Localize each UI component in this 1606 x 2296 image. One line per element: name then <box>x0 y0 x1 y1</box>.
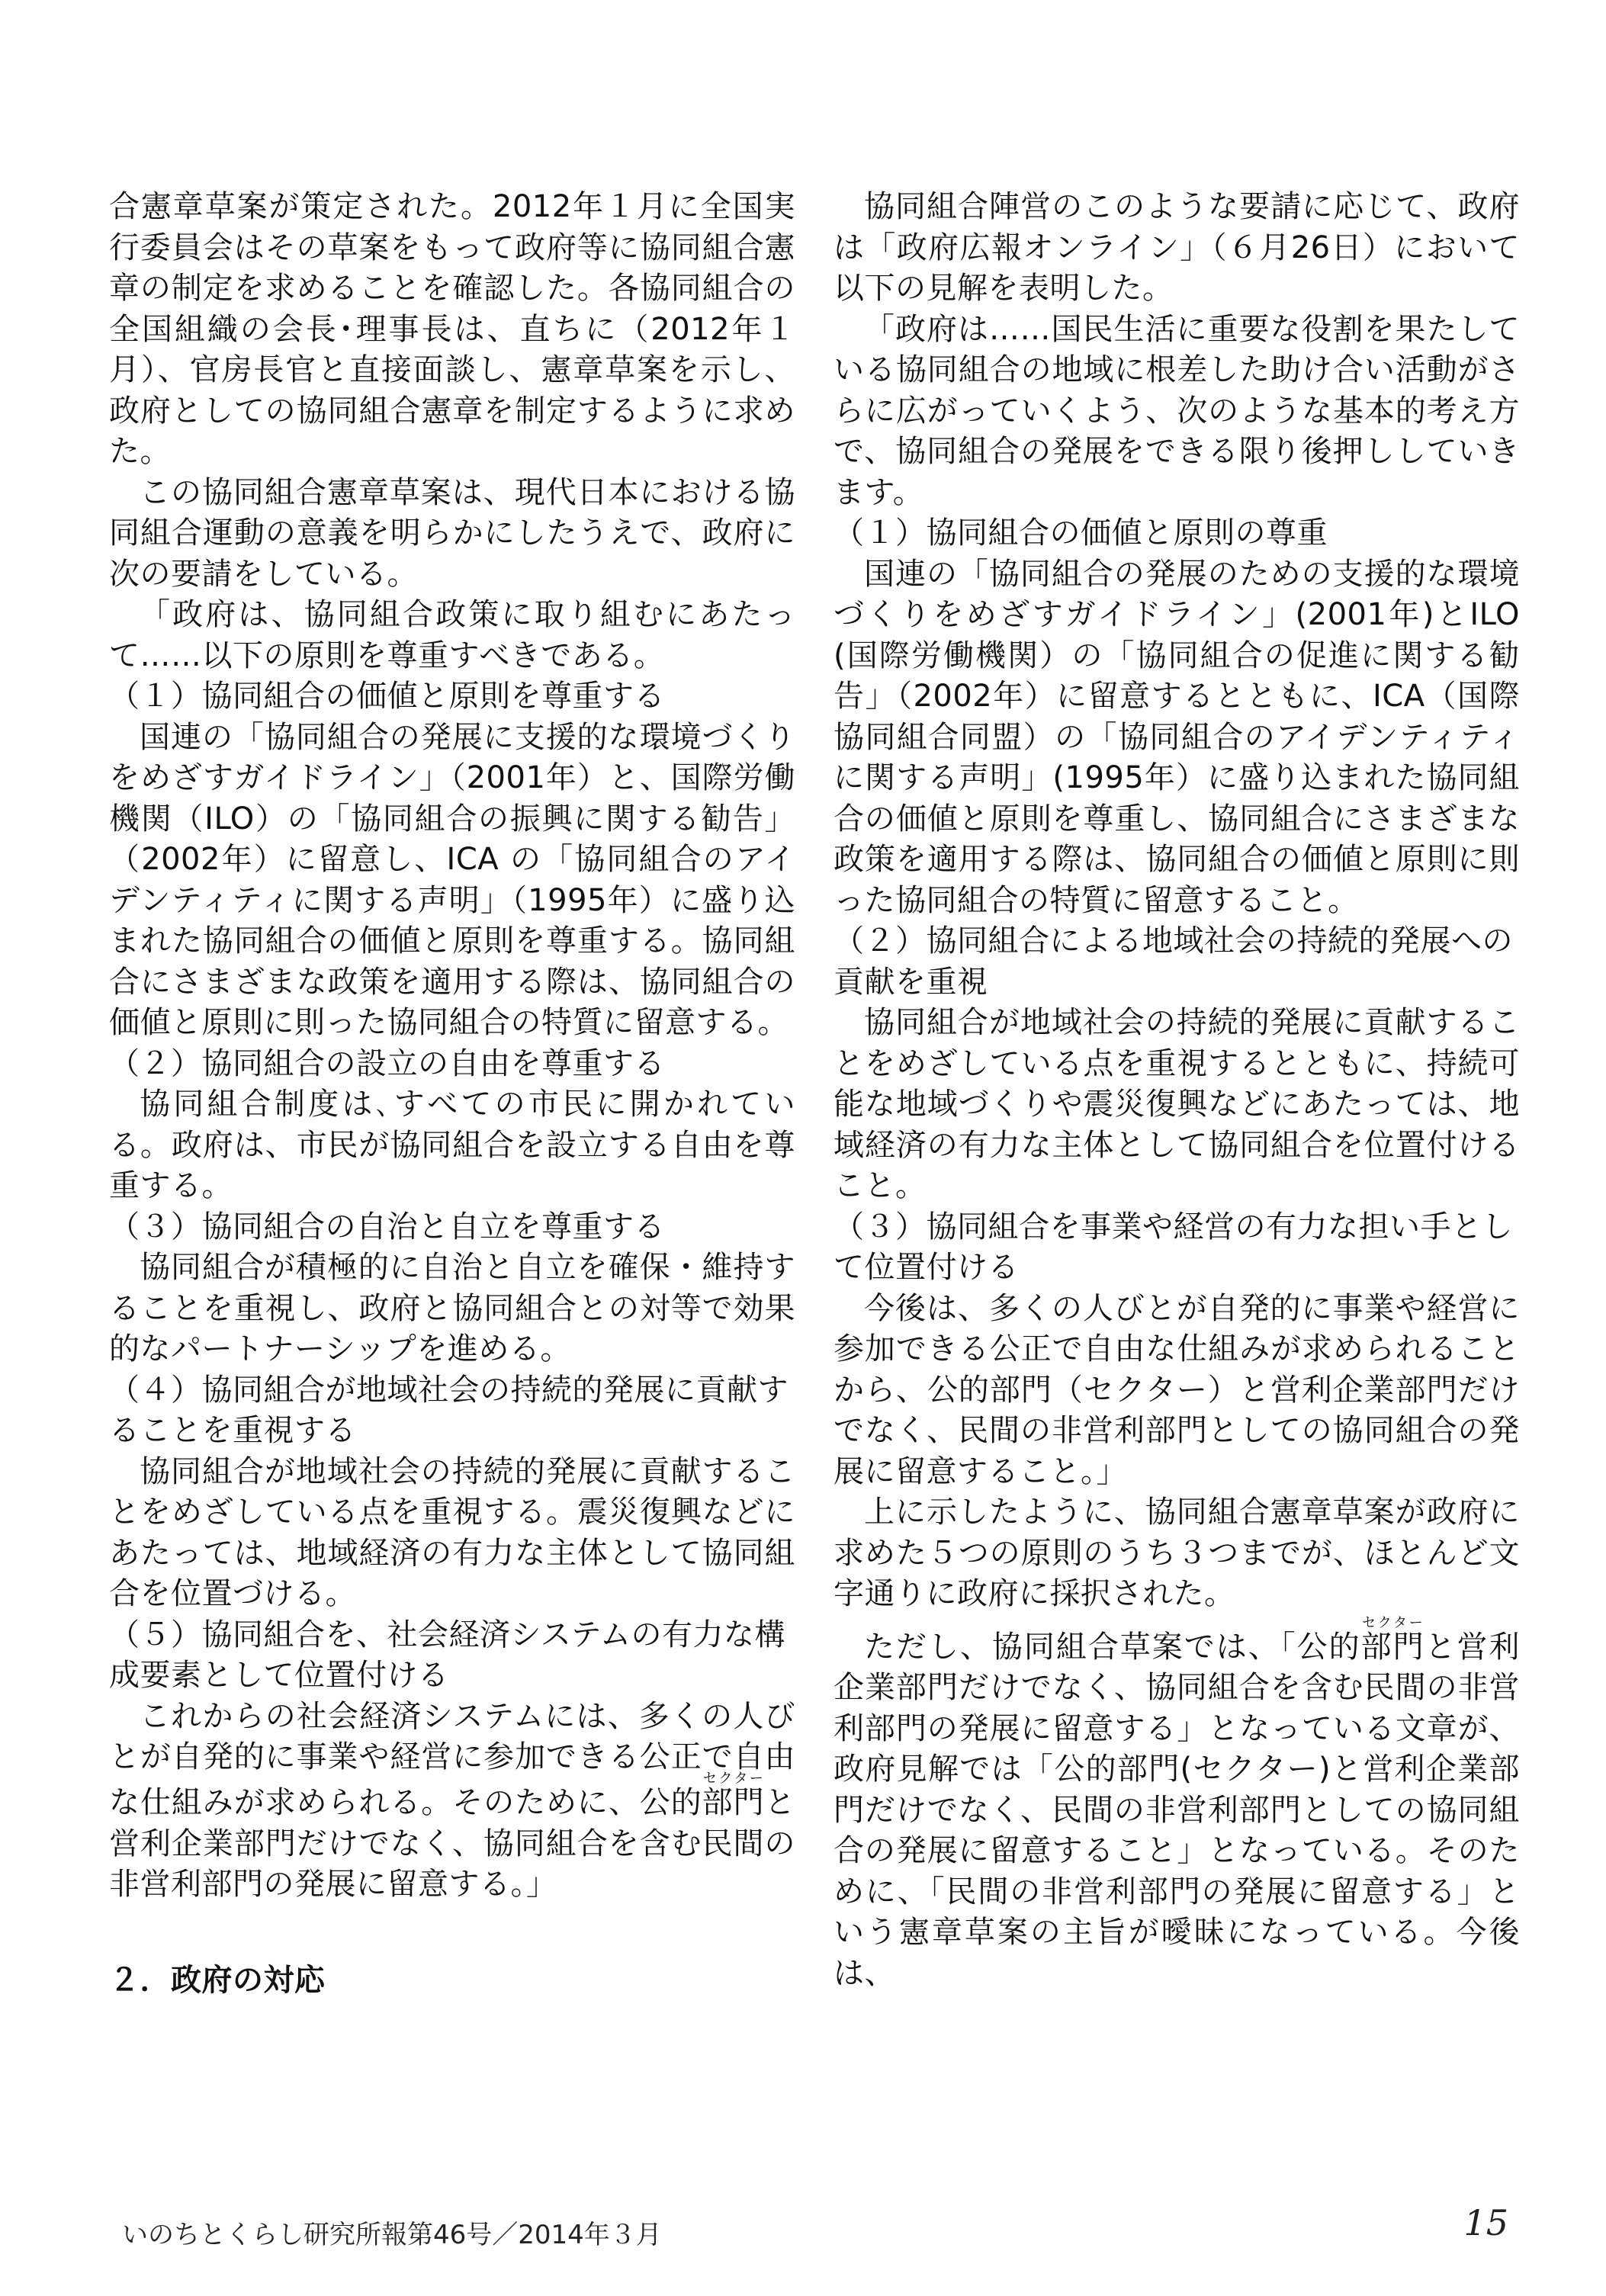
quote-paragraph: 「政府は……国民生活に重要な役割を果たしている協同組合の地域に根差した助け合い活動がさらに広がっていくよう、次のような基本的考え方で、協同組合の発展をできる限り後押ししていきます。 <box>834 311 1520 510</box>
publication-footer: いのちとくらし研究所報第46号／2014年３月 <box>122 2220 662 2250</box>
left-column <box>109 187 795 2001</box>
paragraph: 協同組合制度は､すべての市民に開かれている。政府は、市民が協同組合を設立する自由を尊重する。 <box>109 1087 795 1203</box>
paragraph: 国連の「協同組合の発展のための支援的な環境づくりをめざすガイドライン」(2001年)とILO(国際労働機関）の「協同組合の促進に関する勧告」（2002年）に留意するとともに、ICA（国際協同組合同盟）の「協同組合のアイデンティティに関する声明」(1995年）に盛り込まれた協同組合の価値と原則を尊重し、協同組合にさまざまな政策を適用する際は、協同組合の価値と原則に則った協同組合の特質に留意すること。 <box>834 556 1520 918</box>
paragraph: 協同組合が積極的に自治と自立を確保・維持することを重視し、政府と協同組合との対等で効果的なパートナーシップを進める。 <box>109 1250 795 1366</box>
paragraph: 今後は、多くの人びとが自発的に事業や経営に参加できる公正で自由な仕組みが求められることから、公的部門（セクター）と営利企業部門だけでなく、民間の非営利部門としての協同組合の発展に留意すること。」 <box>834 1290 1520 1489</box>
paragraph: 協同組合陣営のこのような要請に応じて、政府は「政府広報オンライン」（６月26日）において以下の見解を表明した。 <box>834 189 1520 306</box>
ruby-text: セクター <box>1360 1614 1425 1631</box>
paragraph: 協同組合が地域社会の持続的発展に貢献することをめざしている点を重視するとともに、持続可能な地域づくりや震災復興などにあたっては、地域経済の有力な主体として協同組合を位置付けること。 <box>834 1005 1520 1203</box>
ruby-base: 部門 <box>1360 1629 1425 1665</box>
paragraph <box>109 1697 795 1906</box>
ruby-annotation <box>702 1771 765 1820</box>
principle-heading: （４）協同組合が地域社会の持続的発展に貢献することを重視する <box>109 1372 789 1448</box>
paragraph: この協同組合憲章草案は、現代日本における協同組合運動の意義を明らかにしたうえで、政府に次の要請をしている。 <box>109 474 795 592</box>
paragraph: 合憲章草案が策定された。2012年１月に全国実行委員会はその草案をもって政府等に協同組合憲章の制定を求めることを確認した。各協同組合の全国組織の会長･理事長は、直ちに（2012年１月）、官房長官と直接面談し、憲章草案を示し、政府としての協同組合憲章を制定するように求めた。 <box>109 189 795 469</box>
text-span: これからの社会経済システムには、多くの人びとが自発的に事業や経営に参加できる公正で自由な仕組みが求められる。そのために、公的 <box>109 1698 795 1820</box>
page-number: 15 <box>1463 2202 1508 2243</box>
principle-heading: （１）協同組合の価値と原則の尊重 <box>834 515 1328 551</box>
principle-heading: （３）協同組合を事業や経営の有力な担い手として位置付ける <box>834 1209 1513 1285</box>
quote-paragraph: 「政府は、協同組合政策に取り組むにあたって……以下の原則を尊重すべきである。 <box>109 597 795 673</box>
text-span: ただし、協同組合草案では、「公的 <box>864 1629 1361 1665</box>
right-column <box>834 187 1520 1994</box>
ruby-text: セクター <box>702 1771 765 1787</box>
principle-heading: （２）協同組合による地域社会の持続的発展への貢献を重視 <box>834 923 1513 1000</box>
paragraph: 国連の「協同組合の発展に支援的な環境づくりをめざすガイドライン」（2001年）と、国際労働機関（ILO）の「協同組合の振興に関する勧告」（2002年）に留意し、ICA の「協同組合のアイデンティティに関する声明」（1995年）に盛り込まれた協同組合の価値と原則を尊重する。協同組合にさまざまな政策を適用する際は、協同組合の価値と原則に則った協同組合の特質に留意する。 <box>109 719 795 1040</box>
principle-heading: （１）協同組合の価値と原則を尊重する <box>109 679 665 714</box>
text-span: と営利企業部門だけでなく、協同組合を含む民間の非営利部門の発展に留意する」となっている文章が、政府見解では「公的部門(セクター)と営利企業部門だけでなく、民間の非営利部門としての協同組合の発展に留意すること」となっている。そのために、「民間の非営利部門の発展に留意する」という憲章草案の主旨が曖昧になっている。今後は、 <box>834 1629 1521 1991</box>
principle-heading: （３）協同組合の自治と自立を尊重する <box>109 1209 665 1244</box>
text-span: と営利企業部門だけでなく、協同組合を含む民間の非営利部門の発展に留意する。」 <box>109 1785 796 1902</box>
paragraph: 協同組合が地域社会の持続的発展に貢献することをめざしている点を重視する。震災復興などにあたっては、地域経済の有力な主体として協同組合を位置づける。 <box>109 1453 795 1611</box>
principle-heading: （５）協同組合を、社会経済システムの有力な構成要素として位置付ける <box>109 1617 785 1693</box>
ruby-base: 部門 <box>702 1785 765 1820</box>
paragraph: 上に示したように、協同組合憲章草案が政府に求めた５つの原則のうち３つまでが、ほとんど文字通りに政府に採択された。 <box>834 1495 1520 1611</box>
section-heading: ２．政府の対応 <box>109 1962 326 1998</box>
paragraph <box>834 1615 1520 1995</box>
ruby-annotation <box>1360 1614 1425 1665</box>
principle-heading: （２）協同組合の設立の自由を尊重する <box>109 1045 665 1081</box>
